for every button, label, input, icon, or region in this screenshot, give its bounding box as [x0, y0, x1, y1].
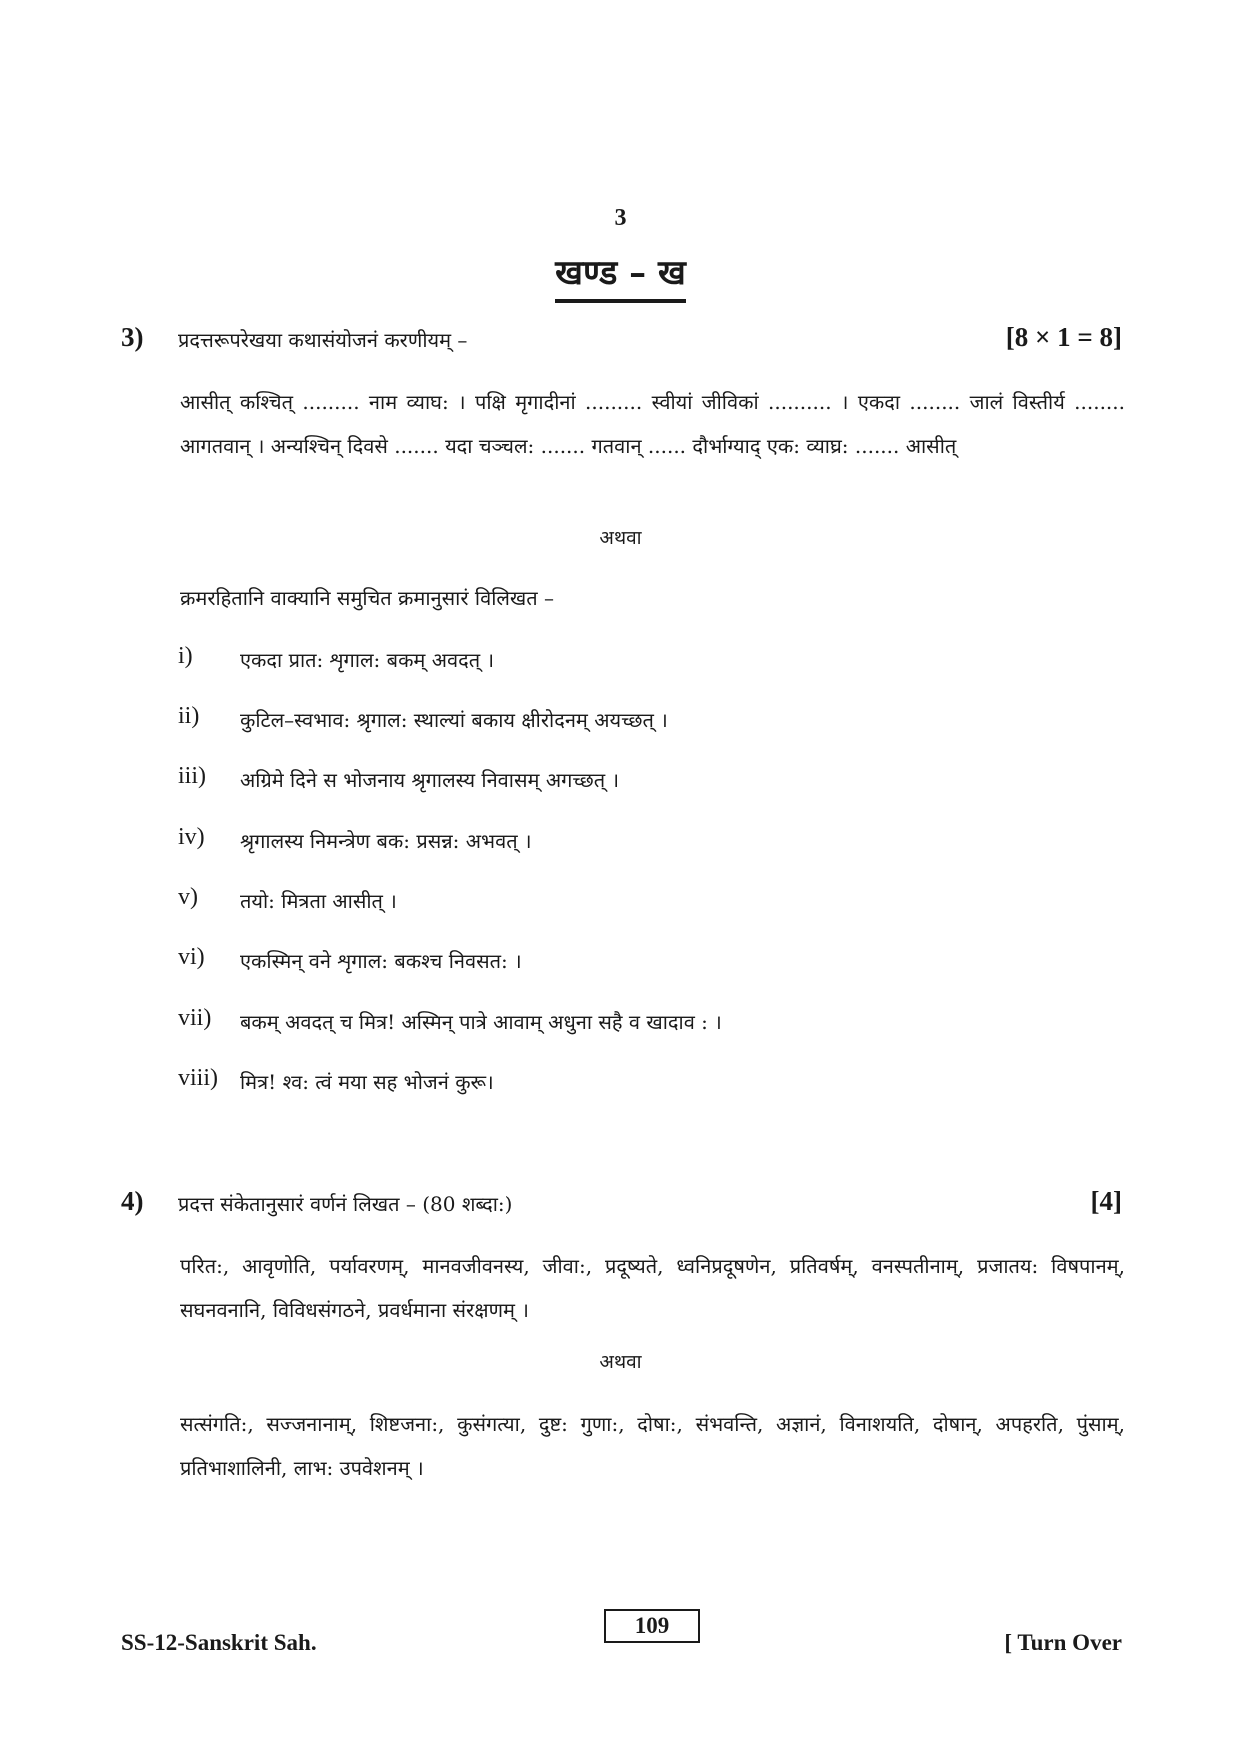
list-item: श्रृगालस्य निमन्त्रेण बक: प्रसन्न: अभवत् ।: [240, 829, 532, 853]
question-4-number: 4): [121, 1186, 144, 1216]
list-item-label: viii): [178, 1065, 218, 1091]
section-title-text: खण्ड – ख: [555, 253, 686, 303]
list-item: बकम् अवदत् च मित्र! अस्मिन् पात्रे आवाम् अधुना सहै व खादाव : ।: [240, 1010, 722, 1034]
list-item-label: iv): [178, 824, 205, 850]
question-4-hints-1: परित:, आवृणोति, पर्यावरणम्, मानवजीवनस्य, जीवा:, प्रदूष्यते, ध्वनिप्रदूषणेन, प्रतिवर्षम्, वनस्पतीनाम्, प्रजातय: विषपानम्, सघनवनानि, विविधसंगठने, प्रवर्धमाना संरक्षणम् ।: [180, 1254, 1125, 1322]
list-item: अग्रिमे दिने स भोजनाय श्रृगालस्य निवासम् अगच्छत् ।: [240, 768, 620, 792]
page-number: 3: [614, 205, 627, 231]
list-item-label: iii): [178, 763, 206, 789]
footer-turn-over: [ Turn Over: [1004, 1630, 1122, 1655]
question-3-marks: [8 × 1 = 8]: [1005, 322, 1122, 352]
question-4-hints-2: सत्संगति:, सज्जनानाम्, शिष्टजना:, कुसंगत्या, दुष्ट: गुणा:, दोषा:, संभवन्ति, अज्ञानं, विनाशयति, दोषान्, अपहरति, पुंसाम्, प्रतिभाशालिनी, लाभ: उपवेशनम् ।: [180, 1412, 1125, 1480]
list-item-label: vii): [178, 1005, 212, 1031]
question-3-alt-prompt: क्रमरहितानि वाक्यानि समुचित क्रमानुसारं विलिखत –: [180, 586, 555, 610]
list-item: तयो: मित्रता आसीत् ।: [240, 889, 397, 913]
question-3-prompt: प्रदत्तरूपरेखया कथासंयोजनं करणीयम् –: [178, 328, 468, 352]
list-item: एकस्मिन् वने शृगाल: बकश्च निवसत: ।: [240, 949, 522, 973]
list-item: एकदा प्रात: शृगाल: बकम् अवदत् ।: [240, 648, 495, 672]
question-3-or: अथवा: [599, 527, 642, 549]
list-item-label: ii): [178, 703, 200, 729]
list-item-label: vi): [178, 944, 205, 970]
question-3-number: 3): [121, 322, 144, 352]
question-4-or: अथवा: [599, 1351, 642, 1373]
footer-paper-code: SS-12-Sanskrit Sah.: [121, 1630, 317, 1655]
list-item-label: i): [178, 643, 193, 669]
list-item-label: v): [178, 884, 198, 910]
question-4-prompt: प्रदत्त संकेतानुसारं वर्णनं लिखत – (80 शब्दा:): [178, 1192, 513, 1216]
section-title: [0, 248, 1241, 294]
list-item: कुटिल–स्वभाव: श्रृगाल: स्थाल्यां बकाय क्षीरोदनम् अयच्छत् ।: [240, 708, 668, 732]
question-4-marks: [4]: [1090, 1186, 1122, 1216]
footer-page-number-box: 109: [604, 1609, 700, 1643]
question-3-outline: आसीत् कश्चित् ......... नाम व्याघ: । पक्षि मृगादीनां ......... स्वीयां जीविकां .......... । एकदा ........ जालं विस्तीर्य ........ आगतवान् । अन्यश्चिन् दिवसे ....... यदा चञ्चल: ....... गतवान् ...... दौर्भाग्याद् एक: व्याघ्र: ....... आसीत्: [180, 390, 1125, 458]
list-item: मित्र! श्व: त्वं मया सह भोजनं कुरू।: [240, 1070, 494, 1094]
